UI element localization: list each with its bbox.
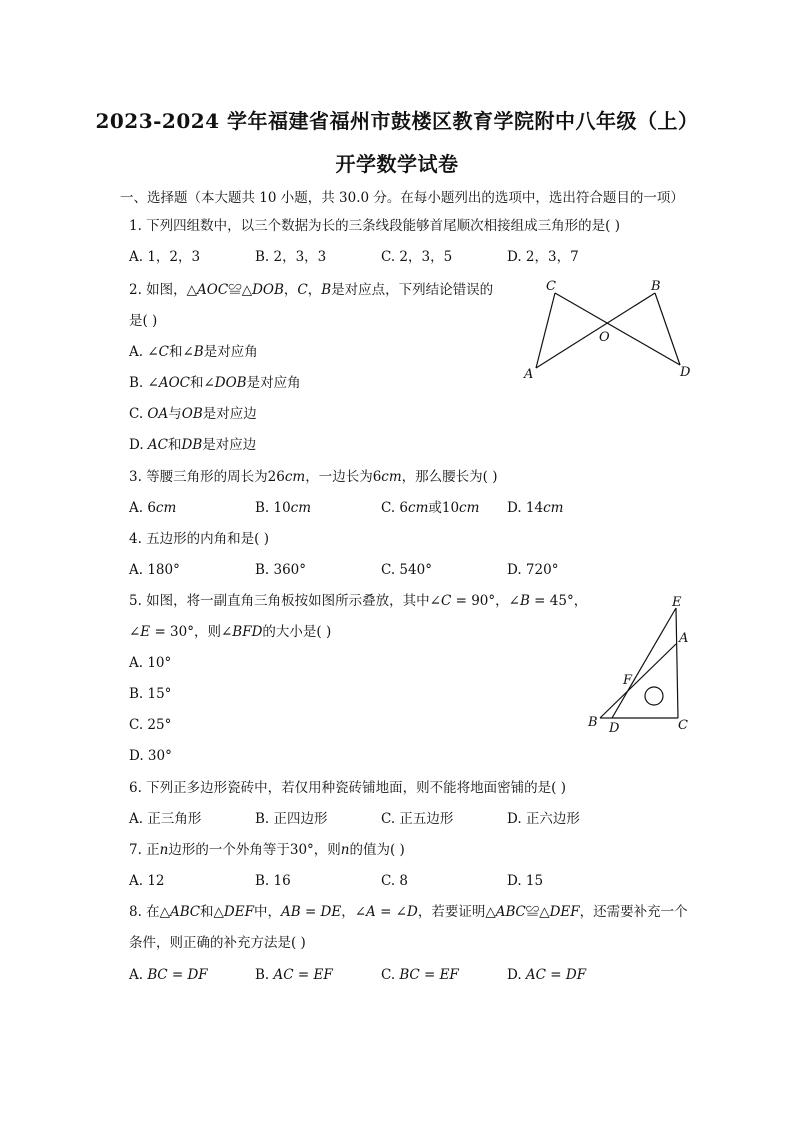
segment-ec — [676, 608, 678, 718]
q1-option-c: C. 2，3，5 — [381, 249, 453, 265]
q1-option-a: A. 1，2，3 — [129, 249, 201, 265]
q4-option-d: D. 720° — [507, 562, 559, 578]
q7-option-c: C. 8 — [381, 873, 409, 889]
q4-option-a: A. 180° — [129, 562, 180, 578]
q5-option-a: A. 10° — [129, 655, 172, 671]
fig-label-c: C — [678, 718, 688, 733]
q5-stem-line1: 5. 如图，将一副直角三角板按如图所示叠放，其中∠𝐶 = 90°，∠𝐵 = 45°， — [129, 593, 588, 609]
q2-stem-line1: 2. 如图，△𝐴𝑂𝐶≌△𝐷𝑂𝐵，𝐶，𝐵是对应点，下列结论错误的 — [129, 282, 494, 298]
q6-stem: 6. 下列正多边形瓷砖中，若仅用种瓷砖铺地面，则不能将地面密铺的是( ) — [129, 780, 566, 796]
q2-stem-line2: 是( ) — [129, 313, 158, 329]
fig-label-d: D — [680, 365, 691, 380]
fig-label-b: B — [651, 279, 661, 294]
segment-ab — [600, 644, 676, 718]
segment-cd — [555, 293, 680, 365]
q4-stem: 4. 五边形的内角和是( ) — [129, 531, 269, 547]
fig-label-o: O — [599, 330, 610, 345]
q8-stem-line2: 条件，则正确的补充方法是( ) — [129, 935, 306, 951]
q2-option-c: C. 𝑂𝐴与𝑂𝐵是对应边 — [129, 406, 257, 422]
fig-label-e: E — [672, 595, 682, 610]
q7-option-d: D. 15 — [507, 873, 544, 889]
q2-option-d: D. 𝐴𝐶和𝐷𝐵是对应边 — [129, 437, 257, 453]
segment-ca — [536, 293, 555, 368]
q7-option-b: B. 16 — [255, 873, 291, 889]
fig-label-a: A — [524, 367, 534, 382]
triangle-hole-circle — [645, 687, 663, 705]
q3-option-a: A. 6𝑐𝑚 — [129, 500, 177, 516]
q4-option-b: B. 360° — [255, 562, 307, 578]
q5-stem-line2: ∠𝐸 = 30°，则∠𝐵𝐹𝐷的大小是( ) — [129, 624, 332, 640]
q5-option-c: C. 25° — [129, 717, 172, 733]
exam-title-line2: 开学数学试卷 — [335, 152, 459, 176]
q5-set-squares-figure — [580, 592, 710, 762]
q7-stem: 7. 正𝑛边形的一个外角等于30°，则𝑛的值为( ) — [129, 842, 405, 858]
q7-option-a: A. 12 — [129, 873, 165, 889]
fig-label-f: F — [623, 673, 633, 688]
q6-option-b: B. 正四边形 — [255, 811, 328, 827]
q8-stem-line1: 8. 在△𝐴𝐵𝐶和△𝐷𝐸𝐹中，𝐴𝐵 = 𝐷𝐸，∠𝐴 = ∠𝐷，若要证明△𝐴𝐵𝐶≌△𝐷𝐸𝐹，还需要补充一个 — [129, 904, 688, 920]
section-heading: 一、选择题（本大题共 10 小题，共 30.0 分。在每小题列出的选项中，选出符合题目的一项） — [120, 190, 684, 206]
q2-option-a: A. ∠𝐶和∠𝐵是对应角 — [129, 344, 258, 360]
q4-option-c: C. 540° — [381, 562, 432, 578]
fig-label-b: B — [588, 715, 598, 730]
q2-bowtie-figure — [520, 278, 720, 388]
q6-option-d: D. 正六边形 — [507, 811, 580, 827]
q1-option-d: D. 2，3，7 — [507, 249, 579, 265]
segment-ab — [536, 293, 655, 368]
q6-option-a: A. 正三角形 — [129, 811, 202, 827]
q6-option-c: C. 正五边形 — [381, 811, 454, 827]
q1-stem: 1. 下列四组数中，以三个数据为长的三条线段能够首尾顺次相接组成三角形的是( ) — [129, 218, 620, 234]
q1-option-b: B. 2，3，3 — [255, 249, 327, 265]
segment-bd — [655, 293, 680, 365]
fig-label-c: C — [546, 279, 556, 294]
q3-option-c: C. 6𝑐𝑚或10𝑐𝑚 — [381, 500, 480, 516]
q2-option-b: B. ∠𝐴𝑂𝐶和∠𝐷𝑂𝐵是对应角 — [129, 375, 301, 391]
fig-label-d: D — [609, 721, 620, 736]
exam-title-line1: 2023-2024 学年福建省福州市鼓楼区教育学院附中八年级（上） — [95, 109, 699, 133]
q3-stem: 3. 等腰三角形的周长为26𝑐𝑚，一边长为6𝑐𝑚，那么腰长为( ) — [129, 469, 498, 485]
q8-option-c: C. 𝐵𝐶 = 𝐸𝐹 — [381, 967, 459, 983]
q8-option-d: D. 𝐴𝐶 = 𝐷𝐹 — [507, 967, 587, 983]
q8-option-b: B. 𝐴𝐶 = 𝐸𝐹 — [255, 967, 333, 983]
q8-option-a: A. 𝐵𝐶 = 𝐷𝐹 — [129, 967, 208, 983]
q5-option-d: D. 30° — [129, 748, 172, 764]
q5-option-b: B. 15° — [129, 686, 172, 702]
q3-option-b: B. 10𝑐𝑚 — [255, 500, 312, 516]
segment-ed — [612, 608, 676, 718]
q3-option-d: D. 14𝑐𝑚 — [507, 500, 564, 516]
fig-label-a: A — [679, 631, 689, 646]
